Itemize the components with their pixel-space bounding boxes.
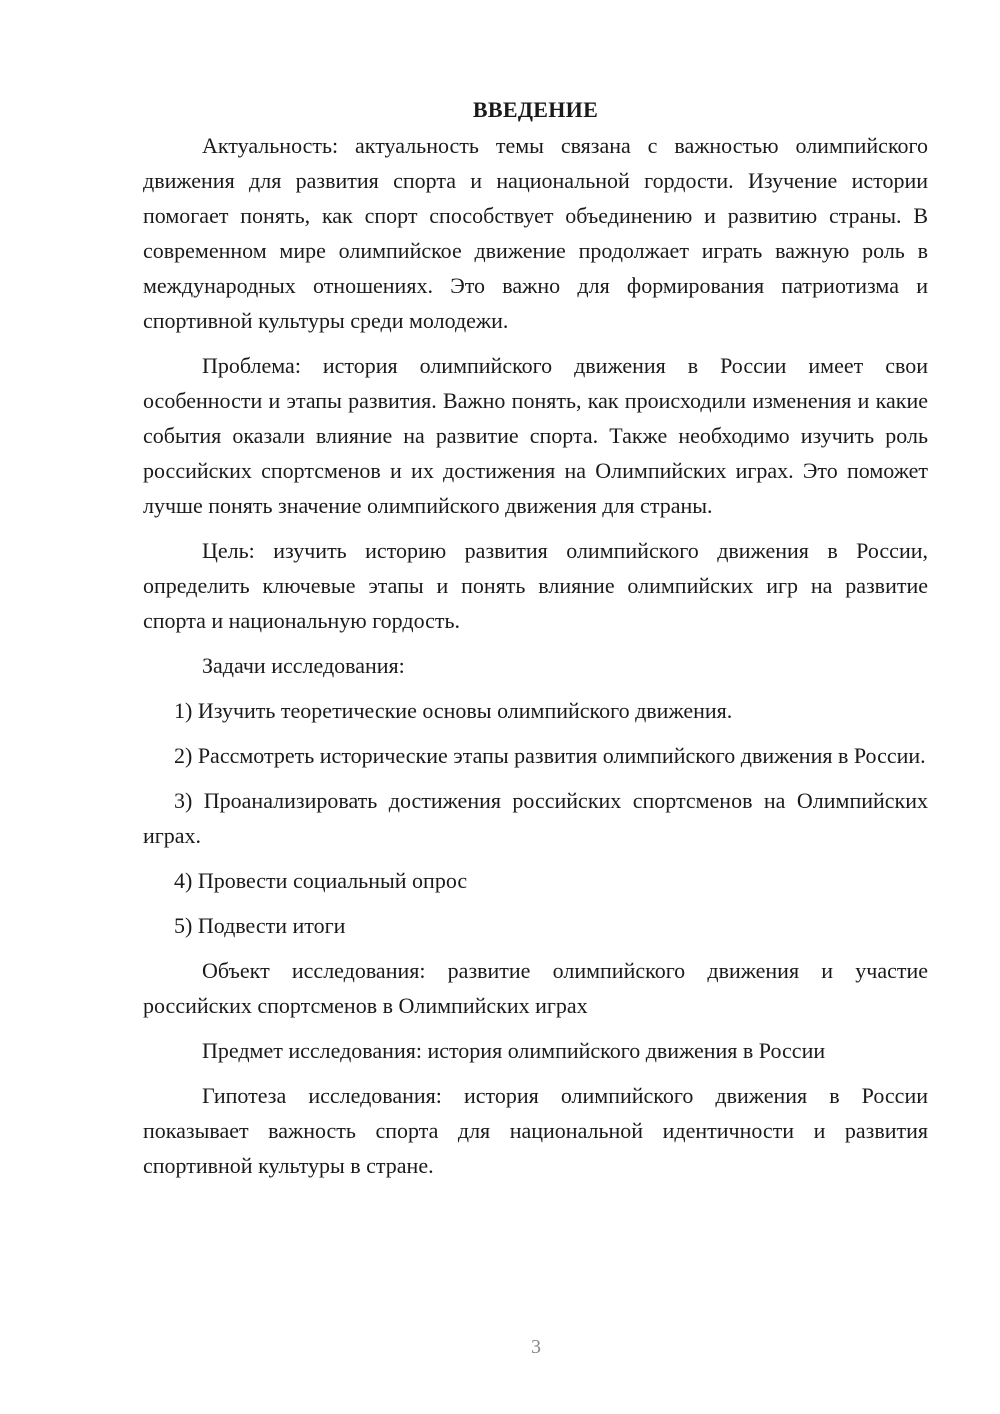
list-item: 1) Изучить теоретические основы олимпийского движения. [174, 698, 733, 723]
document-page [143, 94, 928, 1193]
list-item: 4) Провести социальный опрос [174, 868, 468, 893]
relevance-paragraph: Актуальность: актуальность темы связана с важностью олимпийского движения для развития спорта и национальной гордости. Изучение истории помогает понять, как спорт способствует объединению и развитию страны. В современном мире олимпийское движение продолжает играть важную роль в международных отношениях. Это важно для формирования патриотизма и спортивной культуры среди молодежи. [143, 133, 928, 333]
list-item: 5) Подвести итоги [174, 913, 346, 938]
page-number: 3 [531, 1336, 541, 1358]
page-title: ВВЕДЕНИЕ [472, 97, 599, 122]
problem-paragraph: Проблема: история олимпийского движения в России имеет свои особенности и этапы развития. Важно понять, как происходили изменения и какие события оказали влияние на развитие спорта. Также необходимо изучить роль российских спортсменов и их достижения на Олимпийских играх. Это поможет лучше понять значение олимпийского движения для страны. [143, 353, 928, 518]
list-item: 2) Рассмотреть исторические этапы развития олимпийского движения в России. [174, 743, 926, 768]
object-paragraph: Объект исследования: развитие олимпийского движения и участие российских спортсменов в Олимпийских играх [143, 958, 928, 1018]
tasks-heading: Задачи исследования: [202, 653, 405, 678]
tasks-list [143, 693, 928, 943]
hypothesis-paragraph: Гипотеза исследования: история олимпийского движения в России показывает важность спорта для национальной идентичности и развития спортивной культуры в стране. [143, 1083, 928, 1178]
list-item: 3) Проанализировать достижения российских спортсменов на Олимпийских играх. [143, 788, 928, 848]
subject-paragraph: Предмет исследования: история олимпийского движения в России [202, 1038, 826, 1063]
goal-paragraph: Цель: изучить историю развития олимпийского движения в России, определить ключевые этапы и понять влияние олимпийских игр на развитие спорта и национальную гордость. [143, 538, 928, 633]
